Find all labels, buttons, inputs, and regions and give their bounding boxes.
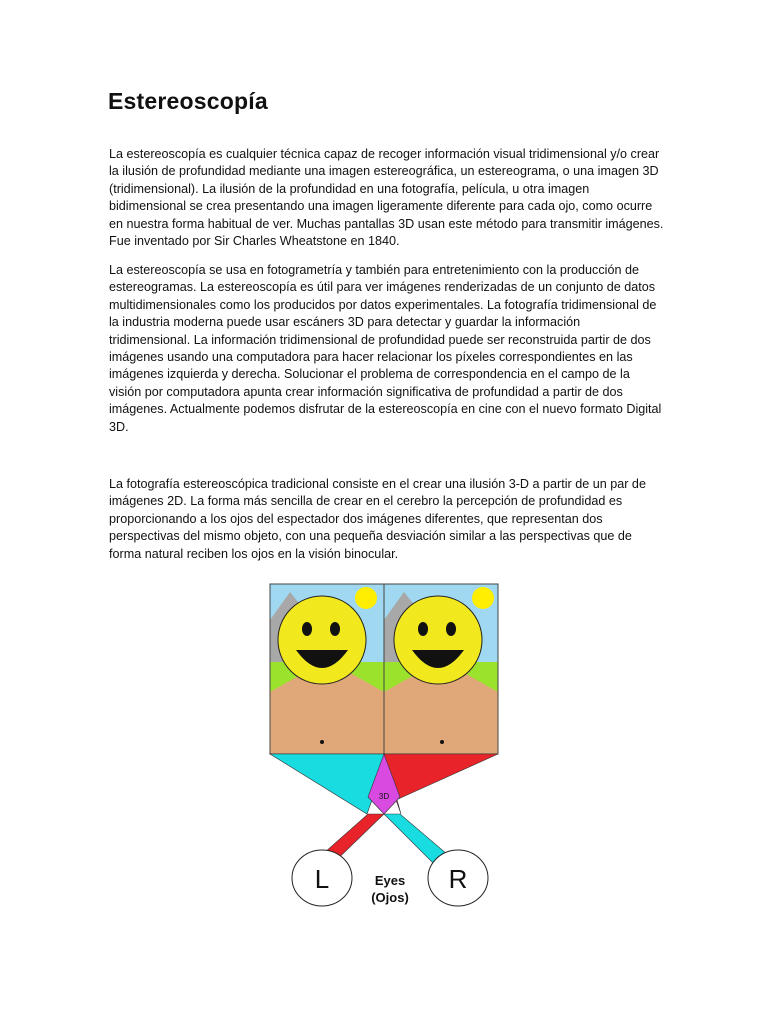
- paragraph-uses: La estereoscopía se usa en fotogrametría y también para entretenimiento con la producción de estereogramas. La estereoscopía es útil para ver imágenes renderizadas de un conjunto de datos multidimensionales como los producidos por datos experimentales. La fotografía tridimensional de la industria moderna puede usar escáners 3D para detectar y guardar la información tridimensional. La información tridimensional de profundidad puede ser reconstruida partir de dos imágenes usando una computadora para hacer relacionar los píxeles correspondientes en las imágenes izquierda y derecha. Solucionar el problema de correspondencia en el campo de la visión por computadora apunta crear información significativa de profundidad a partir de dos imágenes. Actualmente podemos disfrutar de la estereoscopía en cine con el nuevo formato Digital 3D.: [109, 263, 662, 434]
- right-eye-cone-top: [270, 754, 384, 814]
- intro-rest: es cualquier técnica capaz de recoger información visual tridimensional y/o crear la ilusión de profundidad mediante una imagen estereográfica, un estereograma, o una imagen 3D (tridimensional). La ilusión de la profundidad en una fotografía, película, u otra imagen bidimensional se crea presentando una imagen ligeramente diferente para cada ojo, como ocurre en nuestra forma habitual de ver. Muchas pantallas 3D usan este método para transmitir imágenes. Fue inventado por Sir Charles Wheatstone en 1840.: [109, 147, 664, 249]
- left-image-panel: [270, 584, 384, 754]
- right-eye-dot: [446, 622, 456, 636]
- left-eye-cone-top: [384, 754, 498, 814]
- right-smiley-face-icon: [394, 596, 482, 684]
- left-body: [270, 674, 384, 754]
- left-eye-dot: [330, 622, 340, 636]
- page-title: Estereoscopía: [108, 88, 268, 114]
- left-smiley-face-icon: [278, 596, 366, 684]
- left-eye-dot: [302, 622, 312, 636]
- diagram-svg: [262, 582, 502, 912]
- paragraph-intro: [109, 146, 664, 250]
- left-navel-dot: [320, 740, 324, 744]
- right-navel-dot: [440, 740, 444, 744]
- eyes-caption-line2: (Ojos): [371, 890, 409, 905]
- paragraph-traditional: La fotografía estereoscópica tradicional consiste en el crear una ilusión 3-D a partir de un par de imágenes 2D. La forma más sencilla de crear en el cerebro la percepción de profundidad es proporcionando a los ojos del espectador dos imágenes diferentes, que representan dos perspectivas del mismo objeto, con una pequeña desviación similar a las perspectivas que de forma natural reciben los ojos en la visión binocular.: [109, 477, 646, 561]
- right-eye-label: R: [448, 864, 468, 894]
- stereoscopy-diagram: [262, 582, 502, 912]
- eyes-caption-line1: Eyes: [374, 873, 406, 888]
- left-eye-label: L: [314, 864, 330, 894]
- center-3d-label: 3D: [378, 792, 390, 801]
- left-sun-icon: [355, 587, 377, 609]
- right-image-panel: [384, 584, 498, 754]
- intro-lead: La: [109, 147, 127, 161]
- highlighted-term: estereoscopía: [126, 147, 206, 161]
- right-eye-dot: [418, 622, 428, 636]
- right-sun-icon: [472, 587, 494, 609]
